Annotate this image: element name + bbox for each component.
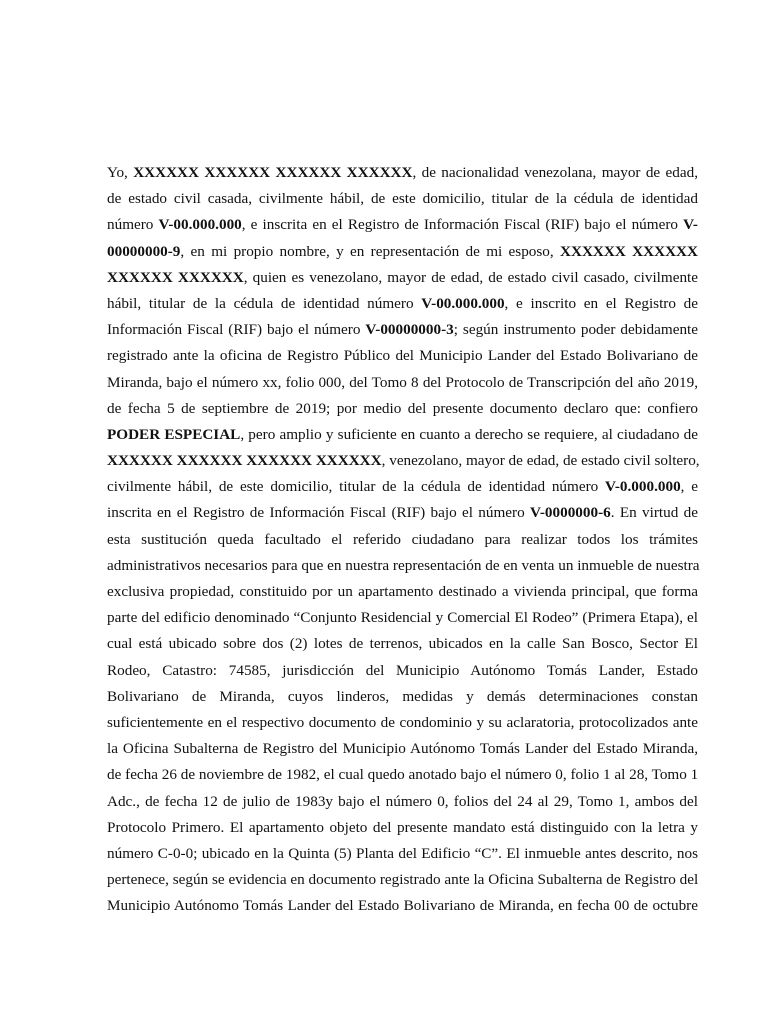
text-segment: parte del edificio denominado “Conjunto Residencial y Comercial El Rodeo” (Primera Etapa), el — [107, 609, 698, 627]
text-segment: , de nacionalidad venezolana, mayor de edad, — [412, 164, 698, 181]
text-line — [107, 605, 698, 631]
bold-text-segment: V-0000000-6 — [530, 504, 611, 522]
bold-text-segment: XXXXXX XXXXXX — [560, 242, 698, 260]
text-line — [107, 396, 698, 422]
text-segment: Yo, — [107, 164, 134, 181]
text-segment: número — [107, 216, 159, 234]
text-segment: esta sustitución queda facultado el referido ciudadano para realizar todos los trámites — [107, 530, 698, 548]
text-line — [107, 815, 698, 841]
text-line — [107, 867, 698, 893]
text-segment: registrado ante la oficina de Registro Público del Municipio Lander del Estado Bolivariano de — [107, 347, 698, 365]
text-segment: , e inscrita en el Registro de Información Fiscal (RIF) bajo el número — [241, 216, 684, 234]
text-segment: cual está ubicado sobre dos (2) lotes de terrenos, ubicados en la calle San Bosco, Sector El — [107, 635, 698, 653]
text-segment: de fecha 5 de septiembre de 2019; por medio del presente documento declaro que: confiero — [107, 399, 698, 417]
text-segment: , e inscrito en el Registro de — [504, 294, 698, 312]
text-line — [107, 658, 698, 684]
bold-text-segment: XXXXXX XXXXXX XXXXXX XXXXXX — [107, 452, 382, 470]
bold-text-segment: V-0.000.000 — [605, 478, 681, 496]
text-segment: Bolivariano de Miranda, cuyos linderos, medidas y demás determinaciones constan — [107, 687, 698, 705]
text-line — [107, 736, 698, 762]
text-line — [107, 265, 698, 291]
text-segment: ; según instrumento poder debidamente — [453, 321, 698, 339]
text-segment: hábil, titular de la cédula de identidad número — [107, 294, 422, 312]
bold-text-segment: V-00.000.000 — [421, 294, 505, 312]
text-segment: de estado civil casada, civilmente hábil, de este domicilio, titular de la cédula de identidad — [107, 190, 698, 208]
text-line — [107, 893, 698, 919]
text-segment: número C-0-0; ubicado en la Quinta (5) Planta del Edificio “C”. El inmueble antes descrito, nos — [107, 844, 698, 862]
bold-text-segment: XXXXXX XXXXXX — [107, 268, 244, 286]
text-line — [107, 212, 698, 238]
text-segment: Miranda, bajo el número xx, folio 000, del Tomo 8 del Protocolo de Transcripción del año 2019, — [107, 373, 698, 391]
text-segment: , pero amplio y suficiente en cuanto a derecho se requiere, al ciudadano de — [240, 425, 698, 443]
text-line — [107, 160, 698, 186]
text-line — [107, 553, 698, 579]
text-line — [107, 239, 698, 265]
text-line — [107, 422, 698, 448]
text-segment: Protocolo Primero. El apartamento objeto del presente mandato está distinguido con la letra y — [107, 818, 698, 836]
document-body-text — [107, 160, 698, 919]
text-segment: Rodeo, Catastro: 74585, jurisdicción del Municipio Autónomo Tomás Lander, Estado — [107, 661, 698, 679]
text-segment: pertenece, según se evidencia en documento registrado ante la Oficina Subalterna de Registro del — [107, 871, 699, 889]
bold-text-segment: 00000000-9 — [107, 242, 181, 260]
text-line — [107, 684, 698, 710]
text-segment: la Oficina Subalterna de Registro del Municipio Autónomo Tomás Lander del Estado Miranda, — [107, 740, 698, 758]
bold-text-segment: PODER ESPECIAL — [107, 425, 241, 443]
text-line — [107, 710, 698, 736]
text-line — [107, 291, 698, 317]
bold-text-segment: V-00.000.000 — [158, 216, 242, 234]
text-segment: de fecha 26 de noviembre de 1982, el cual quedo anotado bajo el número 0, folio 1 al 28, Tomo 1 — [107, 766, 699, 784]
text-segment: , quien es venezolano, mayor de edad, de estado civil casado, civilmente — [243, 268, 698, 286]
text-line — [107, 841, 698, 867]
bold-text-segment: XXXXXX XXXXXX XXXXXX XXXXXX — [133, 164, 413, 181]
text-segment: Información Fiscal (RIF) bajo el número — [107, 321, 366, 339]
text-segment: exclusiva propiedad, constituido por un apartamento destinado a vivienda principal, que forma — [107, 583, 698, 600]
text-segment: , venezolano, mayor de edad, de estado civil soltero, — [381, 452, 700, 470]
text-line — [107, 448, 698, 474]
text-line — [107, 186, 698, 212]
text-segment: Adc., de fecha 12 de julio de 1983y bajo el número 0, folios del 24 al 29, Tomo 1, ambos del — [107, 792, 698, 810]
text-line — [107, 343, 698, 369]
text-line — [107, 500, 698, 526]
text-line — [107, 789, 698, 815]
text-line — [107, 474, 698, 500]
text-line — [107, 579, 698, 605]
text-segment: civilmente hábil, de este domicilio, titular de la cédula de identidad número — [107, 478, 606, 496]
text-segment: . En virtud de — [610, 504, 699, 522]
bold-text-segment: V-00000000-3 — [365, 321, 454, 339]
text-line — [107, 370, 698, 396]
text-segment: Municipio Autónomo Tomás Lander del Estado Bolivariano de Miranda, en fecha 00 de octubre — [107, 897, 698, 915]
text-segment: , e — [680, 478, 698, 496]
text-segment: inscrita en el Registro de Información Fiscal (RIF) bajo el número — [107, 504, 531, 522]
bold-text-segment: V- — [683, 216, 698, 234]
text-line — [107, 631, 698, 657]
text-line — [107, 317, 698, 343]
text-segment: suficientemente en el respectivo documento de condominio y su aclaratoria, protocolizados ante — [107, 713, 698, 731]
text-line — [107, 527, 698, 553]
text-segment: , en mi propio nombre, y en representación de mi esposo, — [180, 242, 561, 260]
text-line — [107, 762, 698, 788]
text-segment: administrativos necesarios para que en nuestra representación de en venta un inmueble de nuestra — [107, 556, 700, 574]
